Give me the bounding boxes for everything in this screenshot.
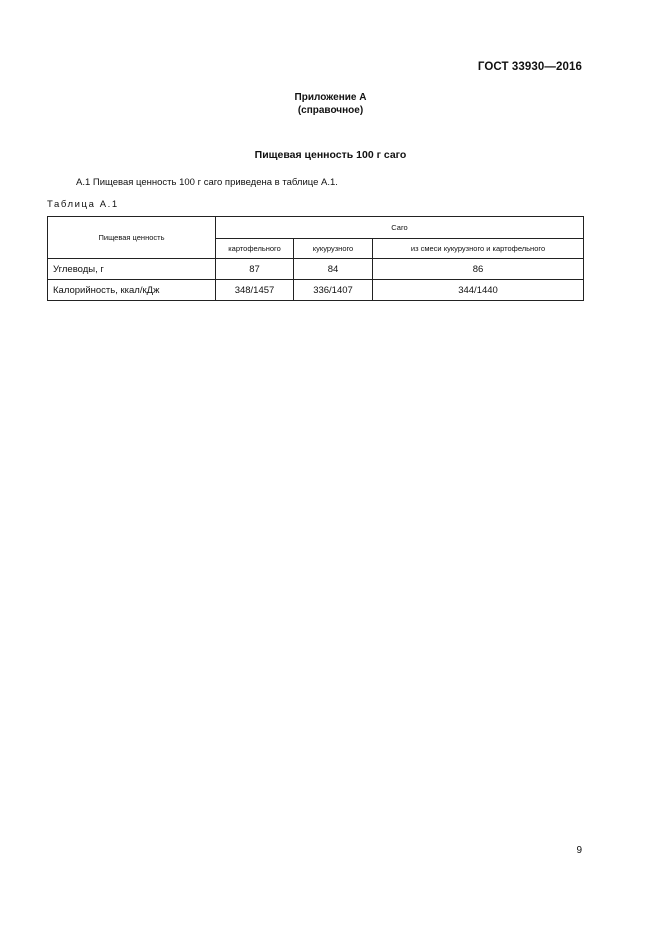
header-nutrition-value: Пищевая ценность — [48, 217, 216, 259]
cell-calories-mixed: 344/1440 — [373, 280, 584, 301]
table-header-row — [48, 217, 584, 239]
section-title: Пищевая ценность 100 г саго — [254, 149, 407, 161]
header-sago: Саго — [216, 217, 584, 239]
subheader-mixed: из смеси кукурузного и картофельного — [373, 239, 584, 259]
row-label-carbs: Углеводы, г — [48, 259, 216, 280]
cell-calories-potato: 348/1457 — [216, 280, 294, 301]
nutrition-table — [47, 216, 584, 301]
table-row — [48, 280, 584, 301]
appendix-subtitle: (справочное) — [297, 105, 364, 116]
table-row — [48, 259, 584, 280]
paragraph-a1: А.1 Пищевая ценность 100 г саго приведена в таблице А.1. — [76, 177, 338, 188]
cell-calories-corn: 336/1407 — [294, 280, 373, 301]
appendix-title: Приложение А — [294, 92, 367, 103]
row-label-calories: Калорийность, ккал/кДж — [48, 280, 216, 301]
table-caption: Таблица А.1 — [47, 199, 119, 210]
page-number: 9 — [576, 845, 582, 856]
appendix-heading — [0, 91, 661, 117]
cell-carbs-corn: 84 — [294, 259, 373, 280]
cell-carbs-mixed: 86 — [373, 259, 584, 280]
cell-carbs-potato: 87 — [216, 259, 294, 280]
subheader-potato: картофельного — [216, 239, 294, 259]
subheader-corn: кукурузного — [294, 239, 373, 259]
document-code: ГОСТ 33930—2016 — [477, 61, 582, 73]
